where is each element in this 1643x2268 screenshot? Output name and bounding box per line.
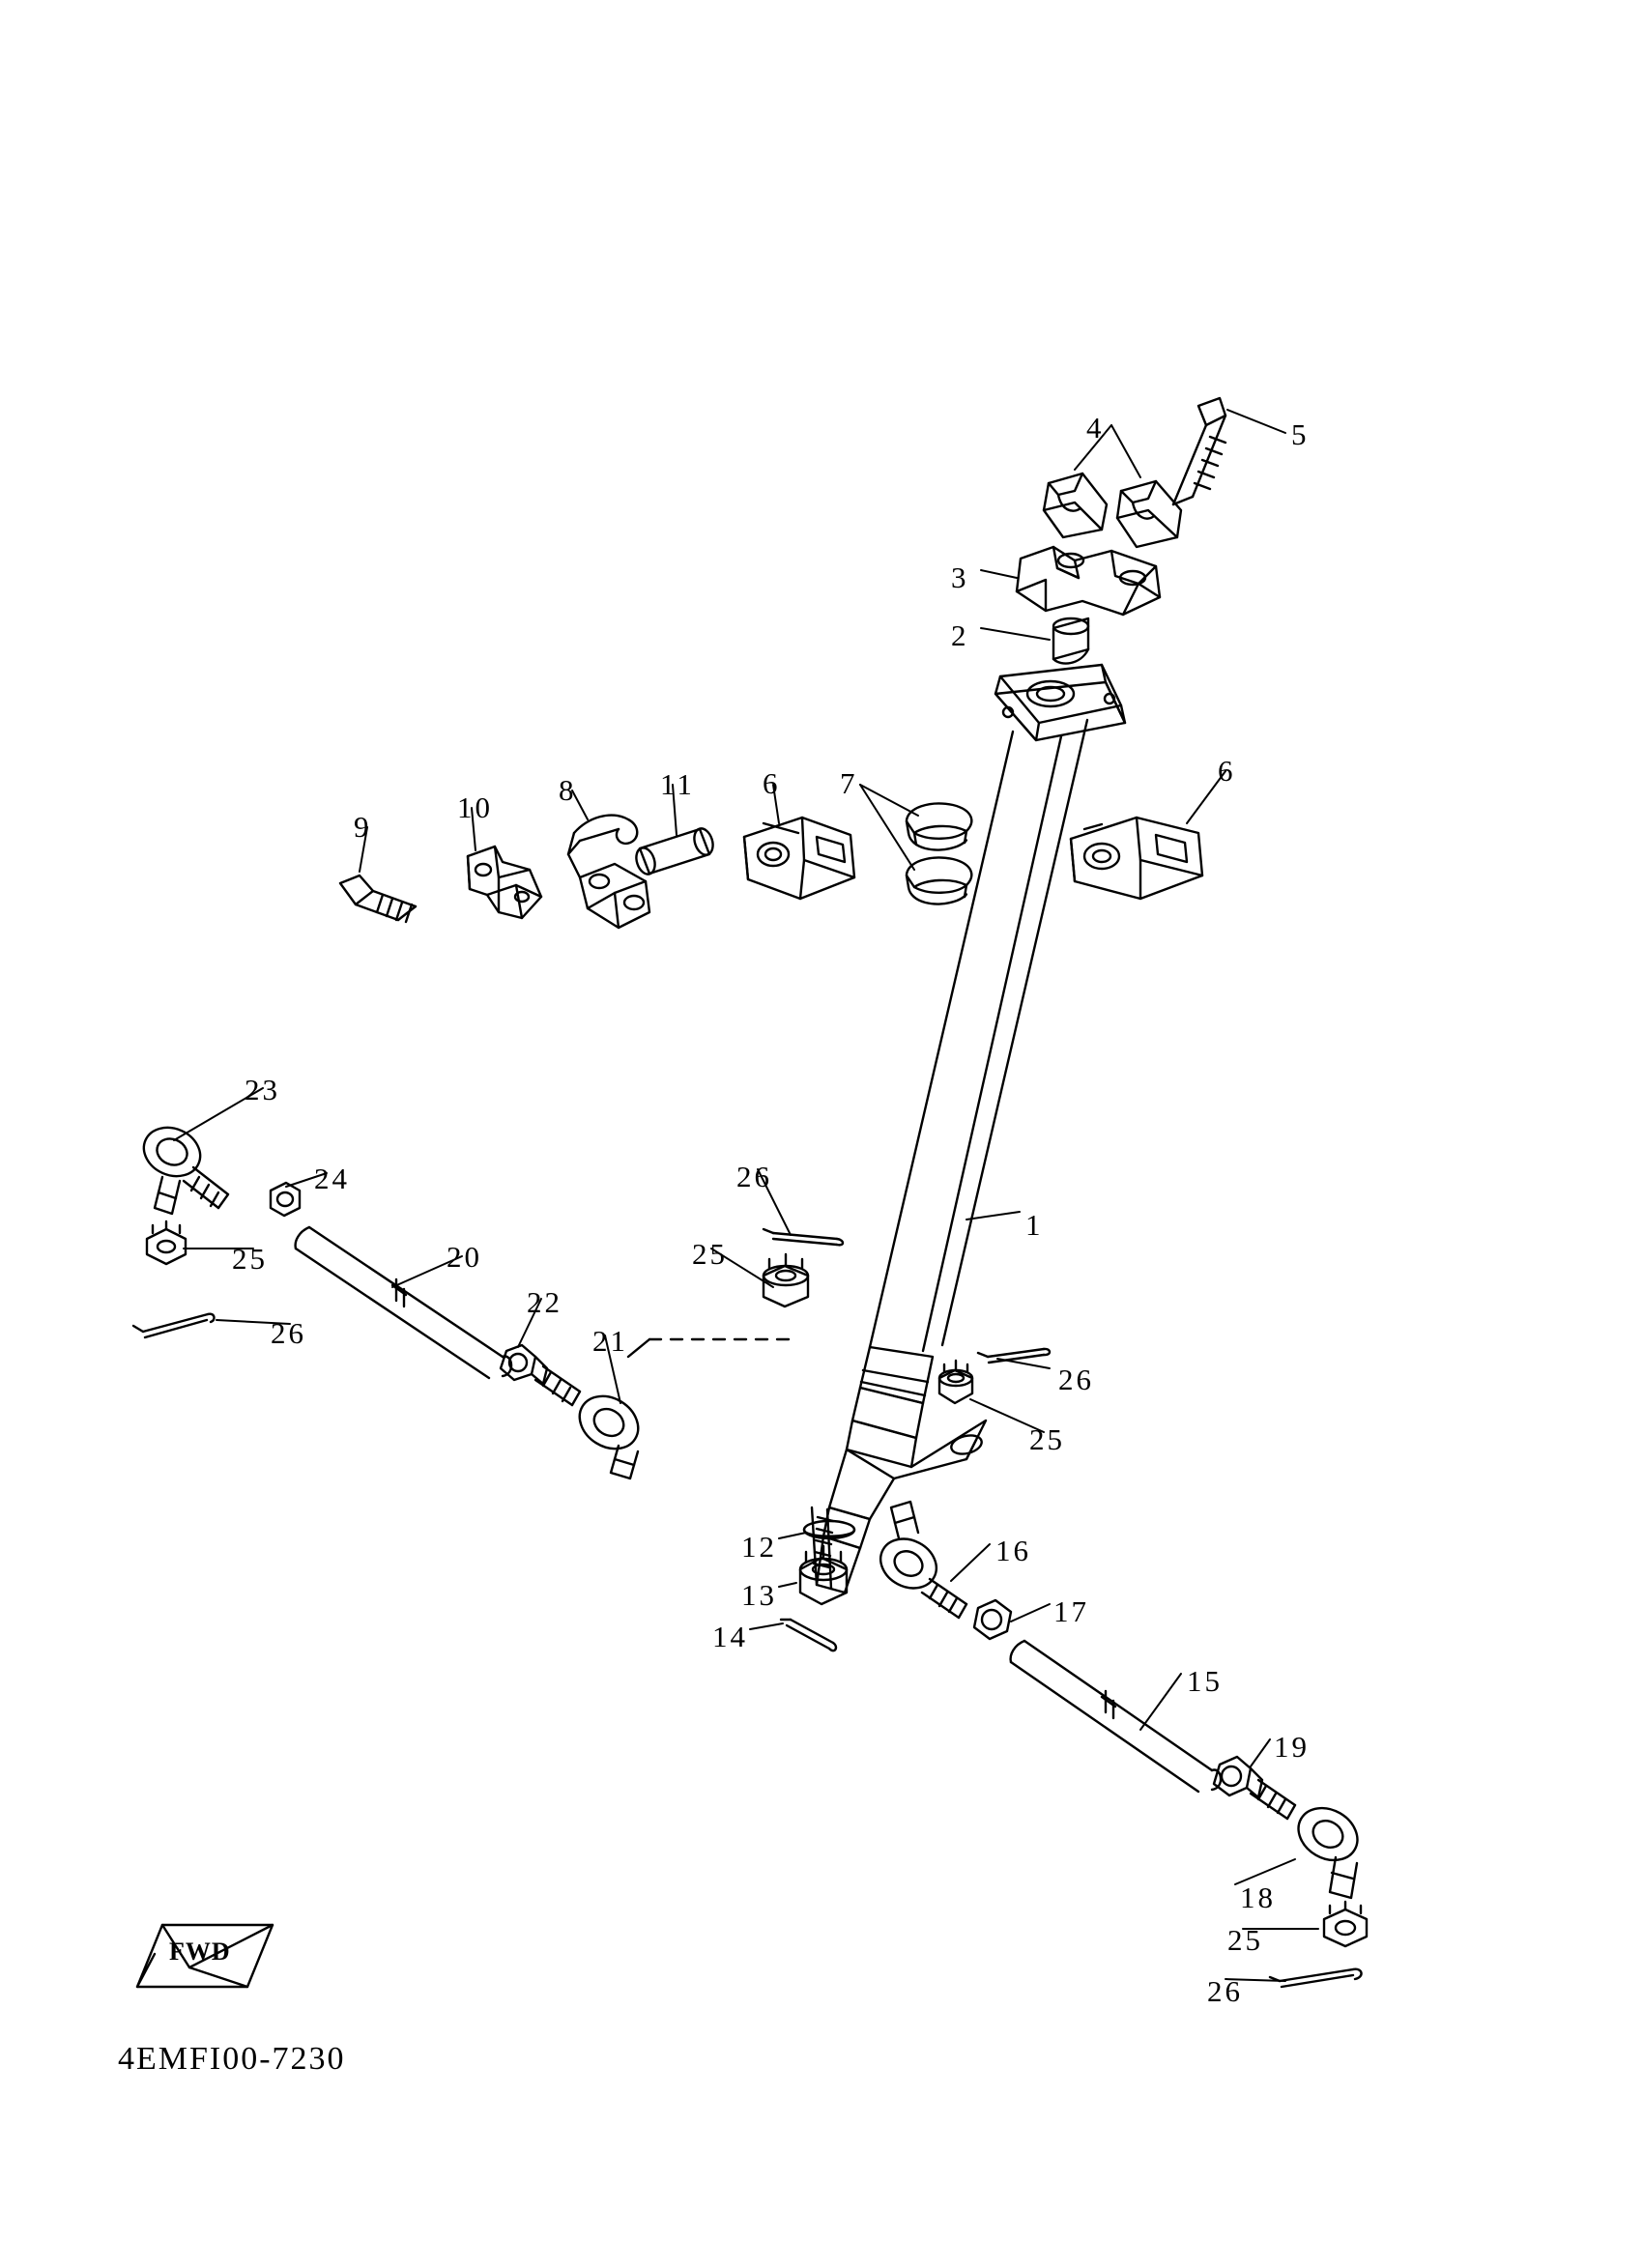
callout-number: 13 [741,1578,777,1612]
callout-number: 1 [1025,1208,1044,1242]
handlebar-holder-upper [1044,474,1181,547]
cotter-pin-26-bottomright [1270,1969,1362,1987]
callout-number: 2 [951,618,969,652]
callout-number: 6 [763,766,781,800]
bracket-bolt [340,876,416,922]
steering-collar [1053,618,1088,664]
fwd-label: FWD [169,1938,231,1966]
callout-number: 16 [995,1534,1031,1567]
callout-number: 15 [1187,1664,1223,1698]
callout-number: 17 [1053,1594,1089,1628]
steering-bracket-left [744,818,854,899]
callout-number: 5 [1291,417,1310,451]
callout-number: 19 [1274,1730,1310,1764]
callout-number: 25 [1029,1422,1065,1456]
castle-nut-13 [800,1546,847,1604]
callout-number: 26 [1207,1974,1243,2008]
tie-rod-end-16 [872,1502,966,1618]
callout-number: 8 [559,773,577,807]
nut-22 [501,1345,547,1384]
callout-number: 6 [1218,754,1236,788]
castle-nut-25-center [764,1254,808,1306]
callout-number: 7 [840,766,858,800]
steering-bushing [633,826,716,876]
nut-19 [1214,1757,1262,1797]
callout-number: 25 [232,1242,268,1276]
callout-number: 24 [314,1162,350,1195]
callout-number: 26 [1058,1363,1094,1396]
castle-nut-25-left [147,1221,186,1264]
steering-bracket-right [1071,818,1202,899]
castle-nut-25-bottomright [1324,1902,1367,1946]
callout-number: 4 [1086,411,1105,445]
callout-number: 11 [660,767,695,801]
castle-nut-25-right [939,1361,972,1403]
callout-number: 26 [736,1160,772,1193]
callout-number: 25 [692,1237,728,1271]
callout-number: 26 [271,1316,306,1350]
mounting-bracket-plate [468,847,541,918]
part-code-label: 4EMFI00-7230 [118,2041,346,2077]
steering-clamp [568,816,649,928]
steering-shaft [812,665,1125,1593]
tie-rod-end-21 [535,1366,648,1479]
callout-number: 20 [447,1240,482,1274]
holder-bolt [1173,398,1225,504]
callout-number: 12 [741,1530,777,1564]
callout-number: 3 [951,560,969,594]
handlebar-holder-lower [1017,547,1160,615]
callout-number: 14 [712,1620,748,1653]
callout-number: 22 [527,1285,562,1319]
callout-number: 23 [245,1073,280,1106]
cotter-pin-26-left [133,1314,215,1337]
tie-rod-end-23 [136,1119,228,1214]
callout-number: 10 [457,790,493,824]
callout-number: 9 [354,810,372,844]
callout-number: 21 [592,1324,628,1358]
callout-number: 18 [1240,1880,1276,1914]
bearing-races [907,804,971,904]
cotter-pin-14 [781,1620,836,1651]
nut-17 [974,1600,1011,1639]
nut-24 [271,1183,300,1216]
cotter-pin-26-center [764,1229,843,1245]
callout-number: 25 [1227,1923,1263,1957]
cotter-pin-26-right [978,1349,1050,1363]
